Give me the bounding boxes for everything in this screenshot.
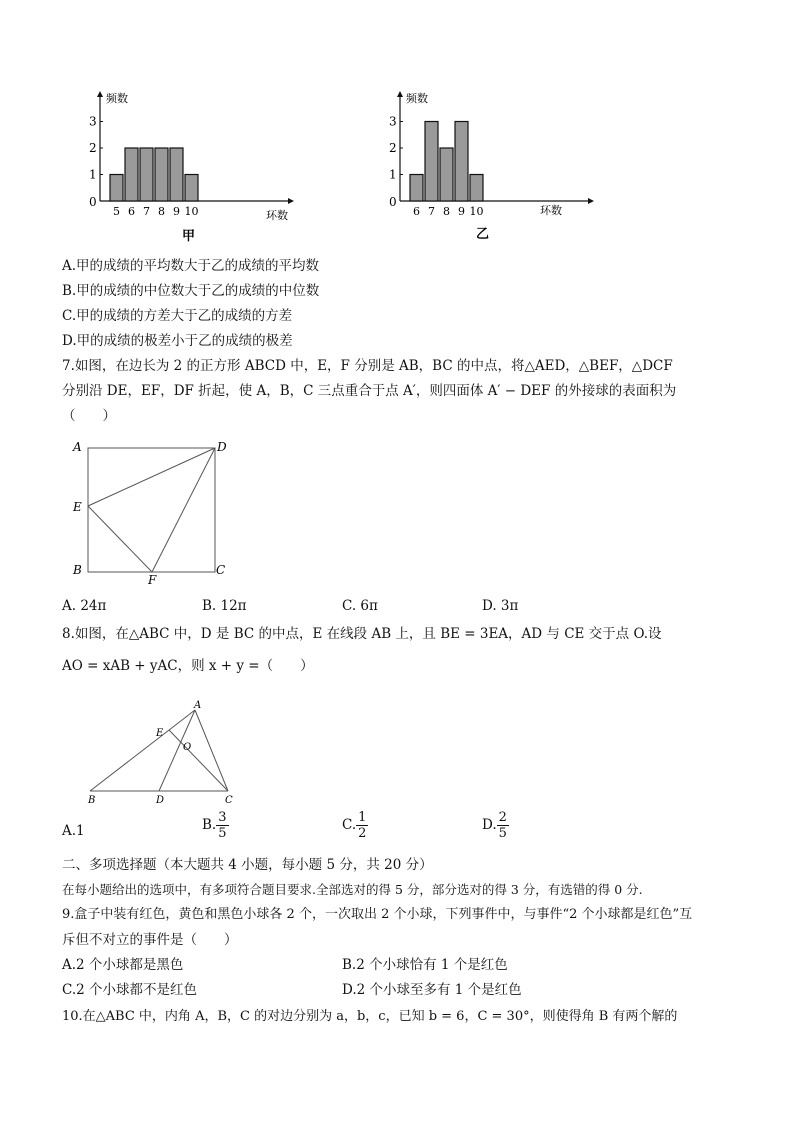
bar-10 <box>470 175 483 202</box>
bar-5 <box>110 175 123 202</box>
y-tick-label: 3 <box>389 114 397 129</box>
bar-7 <box>140 148 153 201</box>
x-ticks <box>113 205 199 218</box>
q8-stem-line2: AO = xAB + yAC，则 x + y =（ ） <box>62 658 314 674</box>
label-b: B <box>88 795 96 806</box>
x-tick-label: 5 <box>113 205 120 218</box>
bar-7 <box>425 122 438 202</box>
x-axis-label: 环数 <box>540 204 562 217</box>
origin-label: 0 <box>89 195 97 209</box>
bar-8 <box>155 148 168 201</box>
q9-option-d: D.2 个小球至多有 1 个是红色 <box>342 982 522 998</box>
bar-6 <box>410 175 423 202</box>
bar-9 <box>455 122 468 202</box>
denominator: 5 <box>498 826 507 841</box>
y-tick-label: 1 <box>389 167 397 182</box>
q10-stem-line1: 10.在△ABC 中，内角 A，B，C 的对边分别为 a，b，c，已知 b = 6，C = 30°，则使得角 B 有两个解的 <box>62 1009 678 1024</box>
histogram-yi <box>380 88 610 248</box>
q9-stem-line1: 9.盒子中装有红色，黄色和黑色小球各 2 个，一次取出 2 个小球，下列事件中，与事件“2 个小球都是红色”互 <box>62 907 693 922</box>
q7-stem-line3: （ ） <box>62 408 116 424</box>
y-tick-label: 3 <box>89 114 97 129</box>
q6-option-d: D.甲的成绩的极差小于乙的成绩的极差 <box>62 333 293 349</box>
bars <box>110 148 198 201</box>
origin-label: 0 <box>389 195 397 209</box>
y-axis-label: 频数 <box>406 92 428 105</box>
y-ticks <box>389 115 403 182</box>
fraction <box>497 810 509 841</box>
q7-option-b: B. 12π <box>202 598 247 614</box>
numerator: 1 <box>358 810 367 825</box>
section-title: 二、多项选择题（本大题共 4 小题，每小题 5 分，共 20 分） <box>62 857 433 873</box>
y-tick-label: 2 <box>89 141 97 155</box>
option-prefix: C. <box>342 817 357 833</box>
q6-option-c: C.甲的成绩的方差大于乙的成绩的方差 <box>62 308 293 324</box>
bar-6 <box>125 148 138 201</box>
q9-stem-line2: 斥但不对立的事件是（ ） <box>62 932 238 948</box>
x-axis-label: 环数 <box>266 209 288 222</box>
x-tick-label: 8 <box>158 205 165 218</box>
label-c: C <box>216 563 226 577</box>
x-tick-label: 6 <box>128 205 135 218</box>
q8-triangle-figure <box>80 698 250 808</box>
bar-10 <box>185 175 198 202</box>
label-e: E <box>156 728 164 739</box>
x-tick-label: 6 <box>413 205 420 218</box>
y-tick-label: 2 <box>389 141 397 155</box>
numerator: 3 <box>218 810 227 825</box>
option-prefix: D. <box>482 817 497 833</box>
q8-option-b <box>202 810 229 841</box>
option-prefix: B. <box>202 817 217 833</box>
fraction <box>216 810 228 841</box>
q8-option-d <box>482 810 509 841</box>
label-d: D <box>217 440 227 454</box>
y-ticks <box>89 115 103 182</box>
q8-stem-line1: 8.如图，在△ABC 中，D 是 BC 的中点，E 在线段 AB 上，且 BE = 3EA，AD 与 CE 交于点 O.设 <box>62 626 662 642</box>
y-tick-label: 1 <box>89 167 97 182</box>
label-e: E <box>73 500 82 514</box>
label-d: D <box>156 795 165 806</box>
numerator: 2 <box>498 810 507 825</box>
chart-caption: 乙 <box>476 227 490 242</box>
q9-option-c: C.2 个小球都不是红色 <box>62 982 198 998</box>
x-tick-label: 9 <box>458 205 465 218</box>
label-f: F <box>148 573 157 586</box>
x-tick-label: 7 <box>428 205 435 218</box>
x-tick-label: 10 <box>184 205 199 218</box>
q7-stem-line1: 7.如图，在边长为 2 的正方形 ABCD 中，E，F 分别是 AB，BC 的中点，将△AED，△BEF，△DCF <box>62 358 673 374</box>
x-tick-label: 8 <box>443 205 450 218</box>
q8-option-a: A.1 <box>62 823 85 839</box>
q7-option-c: C. 6π <box>342 598 378 614</box>
y-axis-label: 频数 <box>106 92 128 105</box>
bar-8 <box>440 148 453 201</box>
label-o: O <box>183 742 192 753</box>
q6-option-b: B.甲的成绩的中位数大于乙的成绩的中位数 <box>62 283 320 299</box>
denominator: 2 <box>358 826 367 841</box>
q9-option-a: A.2 个小球都是黑色 <box>62 957 184 973</box>
q7-stem-line2: 分别沿 DE，EF，DF 折起，使 A，B，C 三点重合于点 A′，则四面体 A′ − DEF 的外接球的表面积为 <box>62 383 677 399</box>
q7-option-d: D. 3π <box>482 598 519 614</box>
bar-9 <box>170 148 183 201</box>
q7-square-figure <box>66 436 246 586</box>
x-tick-label: 10 <box>469 205 484 218</box>
label-a: A <box>73 440 82 454</box>
q8-option-c <box>342 810 368 841</box>
q6-option-a: A.甲的成绩的平均数大于乙的成绩的平均数 <box>62 258 320 274</box>
chart-caption: 甲 <box>182 229 196 244</box>
x-tick-label: 9 <box>173 205 180 218</box>
label-c: C <box>225 795 233 806</box>
fraction <box>356 810 368 841</box>
section-instructions: 在每小题给出的选项中，有多项符合题目要求.全部选对的得 5 分，部分选对的得 3 分，有选错的得 0 分. <box>62 882 643 897</box>
denominator: 5 <box>218 826 227 841</box>
label-b: B <box>73 563 82 577</box>
x-ticks <box>413 205 484 218</box>
histogram-jia <box>80 88 310 248</box>
label-a: A <box>194 700 202 711</box>
x-tick-label: 7 <box>143 205 150 218</box>
q9-option-b: B.2 个小球恰有 1 个是红色 <box>342 957 508 973</box>
bars <box>410 122 483 202</box>
q7-option-a: A. 24π <box>62 598 107 614</box>
